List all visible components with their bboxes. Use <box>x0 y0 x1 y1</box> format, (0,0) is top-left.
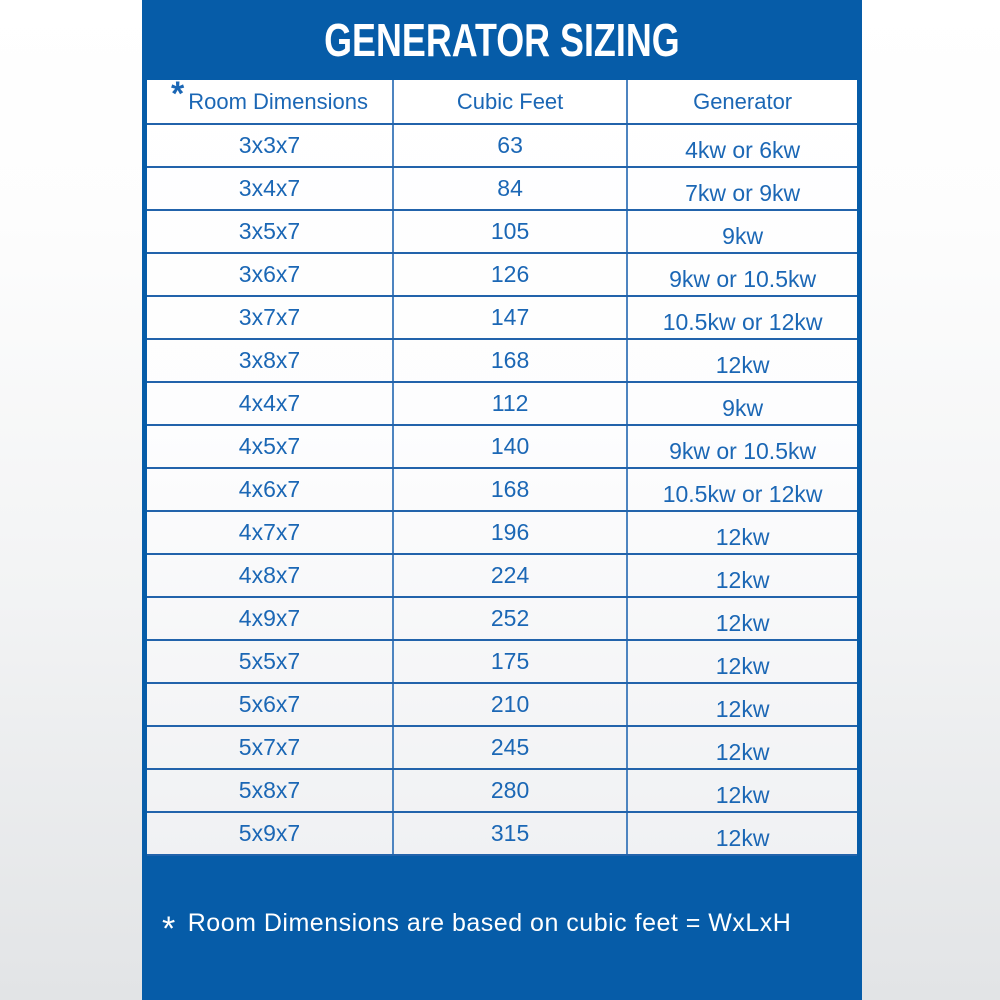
table-row <box>147 254 857 297</box>
footnote-band <box>142 856 862 1000</box>
cell-generator: 9kw <box>626 383 857 424</box>
cell-room-dimensions: 5x6x7 <box>238 691 301 717</box>
cell-cubic-feet: 210 <box>392 684 626 725</box>
cell-cubic-feet: 280 <box>392 770 626 811</box>
cell-generator: 9kw or 10.5kw <box>626 254 857 295</box>
table-header-row <box>147 80 857 125</box>
table-row <box>147 641 857 684</box>
cell-cubic-feet: 245 <box>392 727 626 768</box>
table-row <box>147 168 857 211</box>
cell-cubic-feet: 315 <box>392 813 626 854</box>
table-row <box>147 598 857 641</box>
cell-room-dimensions: 5x9x7 <box>238 820 301 846</box>
cell-generator: 12kw <box>626 555 857 596</box>
cell-generator: 12kw <box>626 770 857 811</box>
cell-cubic-feet: 168 <box>392 469 626 510</box>
cell-generator: 7kw or 9kw <box>626 168 857 209</box>
cell-generator: 9kw or 10.5kw <box>626 426 857 467</box>
cell-room-dimensions: 5x5x7 <box>238 648 301 674</box>
cell-room-dimensions: 3x5x7 <box>238 218 301 244</box>
column-header-label: Generator <box>693 88 793 114</box>
page-title: GENERATOR SIZING <box>324 14 680 66</box>
table-row <box>147 555 857 598</box>
cell-generator: 10.5kw or 12kw <box>626 297 857 338</box>
column-header-cubic-feet <box>392 80 626 123</box>
cell-room-dimensions: 3x6x7 <box>238 261 301 287</box>
cell-cubic-feet: 147 <box>392 297 626 338</box>
cell-cubic-feet: 112 <box>392 383 626 424</box>
table-row <box>147 426 857 469</box>
cell-cubic-feet: 140 <box>392 426 626 467</box>
cell-generator: 12kw <box>626 684 857 725</box>
table-row <box>147 684 857 727</box>
asterisk-mark: * <box>170 80 185 113</box>
column-header-label: Cubic Feet <box>456 88 564 114</box>
cell-cubic-feet: 126 <box>392 254 626 295</box>
table-row <box>147 727 857 770</box>
cell-room-dimensions: 5x8x7 <box>238 777 301 803</box>
table-row <box>147 512 857 555</box>
table-row <box>147 297 857 340</box>
table-row <box>147 211 857 254</box>
table-row <box>147 813 857 856</box>
cell-room-dimensions: 3x3x7 <box>238 132 301 158</box>
sizing-table <box>147 80 857 856</box>
cell-room-dimensions: 4x9x7 <box>238 605 301 631</box>
cell-generator: 12kw <box>626 813 857 854</box>
cell-cubic-feet: 168 <box>392 340 626 381</box>
cell-generator: 9kw <box>626 211 857 252</box>
column-header-room-dimensions <box>147 80 392 123</box>
column-header-label: Room Dimensions <box>188 88 368 114</box>
cell-cubic-feet: 196 <box>392 512 626 553</box>
cell-generator: 12kw <box>626 641 857 682</box>
table-row <box>147 383 857 426</box>
table-body <box>147 125 857 856</box>
cell-room-dimensions: 4x8x7 <box>238 562 301 588</box>
cell-generator: 12kw <box>626 727 857 768</box>
cell-cubic-feet: 224 <box>392 555 626 596</box>
cell-room-dimensions: 4x7x7 <box>238 519 301 545</box>
cell-cubic-feet: 175 <box>392 641 626 682</box>
table-row <box>147 125 857 168</box>
table-row <box>147 770 857 813</box>
cell-room-dimensions: 4x4x7 <box>238 390 301 416</box>
cell-room-dimensions: 5x7x7 <box>238 734 301 760</box>
cell-generator: 4kw or 6kw <box>626 125 857 166</box>
title-band <box>142 0 862 80</box>
cell-room-dimensions: 4x5x7 <box>238 433 301 459</box>
cell-cubic-feet: 105 <box>392 211 626 252</box>
cell-generator: 12kw <box>626 340 857 381</box>
table-row <box>147 469 857 512</box>
footnote-text: Room Dimensions are based on cubic feet = WxLxH <box>187 908 792 937</box>
column-header-generator <box>626 80 857 123</box>
generator-sizing-panel <box>142 0 862 1000</box>
cell-room-dimensions: 3x8x7 <box>238 347 301 373</box>
cell-cubic-feet: 84 <box>392 168 626 209</box>
cell-cubic-feet: 63 <box>392 125 626 166</box>
table-row <box>147 340 857 383</box>
cell-room-dimensions: 3x7x7 <box>238 304 301 330</box>
cell-generator: 12kw <box>626 598 857 639</box>
cell-room-dimensions: 4x6x7 <box>238 476 301 502</box>
cell-generator: 10.5kw or 12kw <box>626 469 857 510</box>
footnote: * Room Dimensions are based on cubic feet = WxLxH <box>162 908 792 948</box>
cell-cubic-feet: 252 <box>392 598 626 639</box>
cell-generator: 12kw <box>626 512 857 553</box>
cell-room-dimensions: 3x4x7 <box>238 175 301 201</box>
